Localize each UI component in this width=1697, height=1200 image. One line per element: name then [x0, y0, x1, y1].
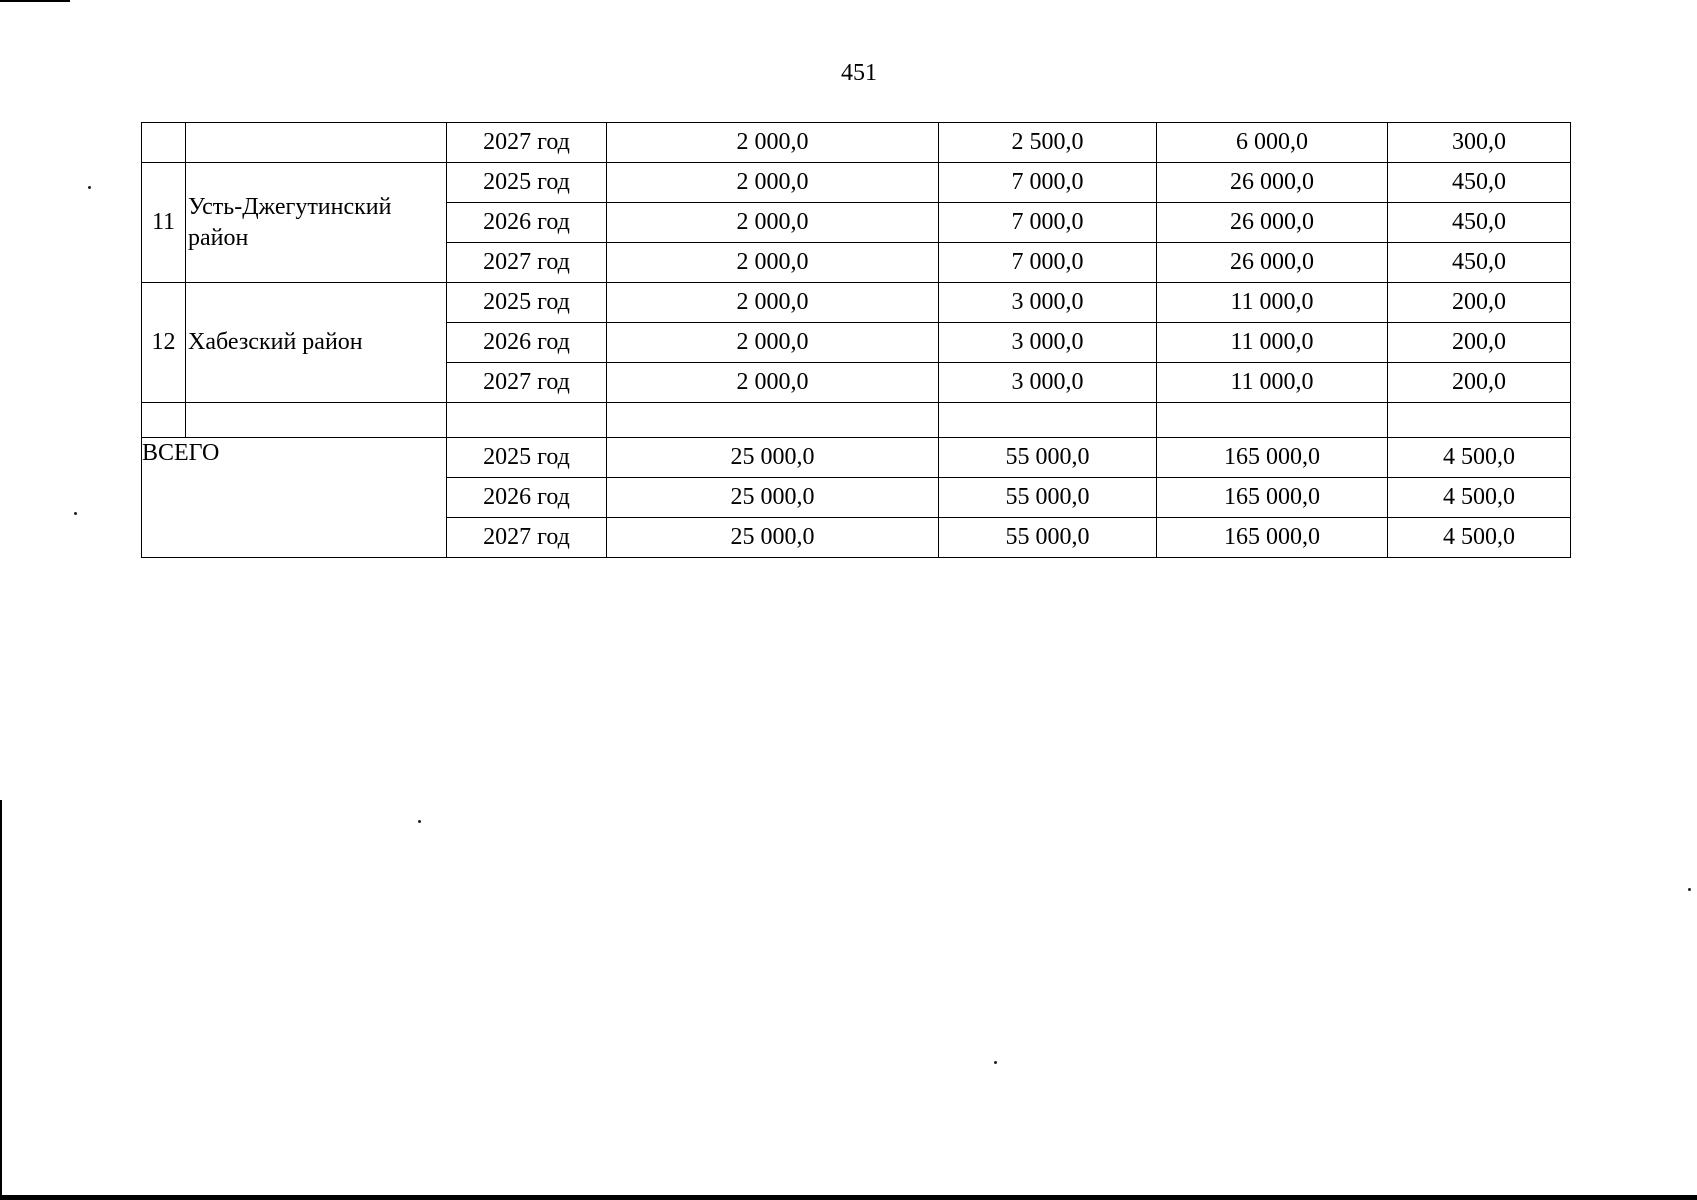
- table-row: [142, 283, 1571, 323]
- page-number: 451: [841, 60, 877, 86]
- value-cell: 450,0: [1388, 203, 1571, 243]
- total-value-cell: 25 000,0: [607, 478, 939, 518]
- total-value-cell: 4 500,0: [1388, 478, 1571, 518]
- district-name-cell: Хабезский район: [186, 283, 447, 403]
- total-value-cell: 55 000,0: [939, 438, 1157, 478]
- total-label: ВСЕГО: [142, 438, 447, 558]
- budget-table: [141, 122, 1571, 558]
- empty-cell: [1388, 403, 1571, 438]
- total-value-cell: 55 000,0: [939, 518, 1157, 558]
- total-value-cell: 165 000,0: [1157, 438, 1388, 478]
- district-name-cell: [186, 123, 447, 163]
- scan-speck: [418, 820, 421, 823]
- value-cell: 300,0: [1388, 123, 1571, 163]
- value-cell: 26 000,0: [1157, 243, 1388, 283]
- value-cell: 3 000,0: [939, 323, 1157, 363]
- value-cell: 26 000,0: [1157, 203, 1388, 243]
- value-cell: 3 000,0: [939, 283, 1157, 323]
- value-cell: 2 000,0: [607, 363, 939, 403]
- value-cell: 2 000,0: [607, 203, 939, 243]
- scan-speck: [1688, 888, 1691, 891]
- year-cell: 2026 год: [447, 323, 607, 363]
- value-cell: 2 000,0: [607, 323, 939, 363]
- value-cell: 3 000,0: [939, 363, 1157, 403]
- total-value-cell: 25 000,0: [607, 438, 939, 478]
- year-cell: 2026 год: [447, 478, 607, 518]
- value-cell: 2 000,0: [607, 243, 939, 283]
- row-number-cell: [142, 123, 186, 163]
- year-cell: 2027 год: [447, 518, 607, 558]
- value-cell: 2 000,0: [607, 163, 939, 203]
- value-cell: 450,0: [1388, 243, 1571, 283]
- district-name-cell: Усть-Джегутинский район: [186, 163, 447, 283]
- scan-speck: [74, 512, 77, 515]
- value-cell: 6 000,0: [1157, 123, 1388, 163]
- scan-edge-top: [0, 0, 70, 2]
- value-cell: 26 000,0: [1157, 163, 1388, 203]
- value-cell: 11 000,0: [1157, 283, 1388, 323]
- value-cell: 2 000,0: [607, 283, 939, 323]
- year-cell: 2025 год: [447, 163, 607, 203]
- scan-edge-bottom: [0, 1195, 1697, 1200]
- empty-cell: [607, 403, 939, 438]
- total-value-cell: 55 000,0: [939, 478, 1157, 518]
- value-cell: 2 500,0: [939, 123, 1157, 163]
- empty-cell: [447, 403, 607, 438]
- scan-speck: [88, 186, 91, 189]
- scan-speck: [994, 1061, 997, 1064]
- empty-cell: [1157, 403, 1388, 438]
- total-value-cell: 165 000,0: [1157, 478, 1388, 518]
- table-row: [142, 163, 1571, 203]
- row-number-cell: 11: [142, 163, 186, 283]
- year-cell: 2025 год: [447, 438, 607, 478]
- total-value-cell: 4 500,0: [1388, 518, 1571, 558]
- year-cell: 2025 год: [447, 283, 607, 323]
- total-value-cell: 4 500,0: [1388, 438, 1571, 478]
- value-cell: 200,0: [1388, 363, 1571, 403]
- scan-edge-left: [0, 800, 2, 1200]
- value-cell: 11 000,0: [1157, 363, 1388, 403]
- row-number-cell: 12: [142, 283, 186, 403]
- total-value-cell: 25 000,0: [607, 518, 939, 558]
- value-cell: 450,0: [1388, 163, 1571, 203]
- year-cell: 2027 год: [447, 123, 607, 163]
- value-cell: 200,0: [1388, 283, 1571, 323]
- value-cell: 2 000,0: [607, 123, 939, 163]
- year-cell: 2026 год: [447, 203, 607, 243]
- value-cell: 11 000,0: [1157, 323, 1388, 363]
- empty-cell: [186, 403, 447, 438]
- empty-cell: [142, 403, 186, 438]
- value-cell: 200,0: [1388, 323, 1571, 363]
- table-row: [142, 123, 1571, 163]
- empty-row: [142, 403, 1571, 438]
- value-cell: 7 000,0: [939, 163, 1157, 203]
- year-cell: 2027 год: [447, 363, 607, 403]
- value-cell: 7 000,0: [939, 203, 1157, 243]
- empty-cell: [939, 403, 1157, 438]
- value-cell: 7 000,0: [939, 243, 1157, 283]
- total-value-cell: 165 000,0: [1157, 518, 1388, 558]
- year-cell: 2027 год: [447, 243, 607, 283]
- total-row: [142, 438, 1571, 478]
